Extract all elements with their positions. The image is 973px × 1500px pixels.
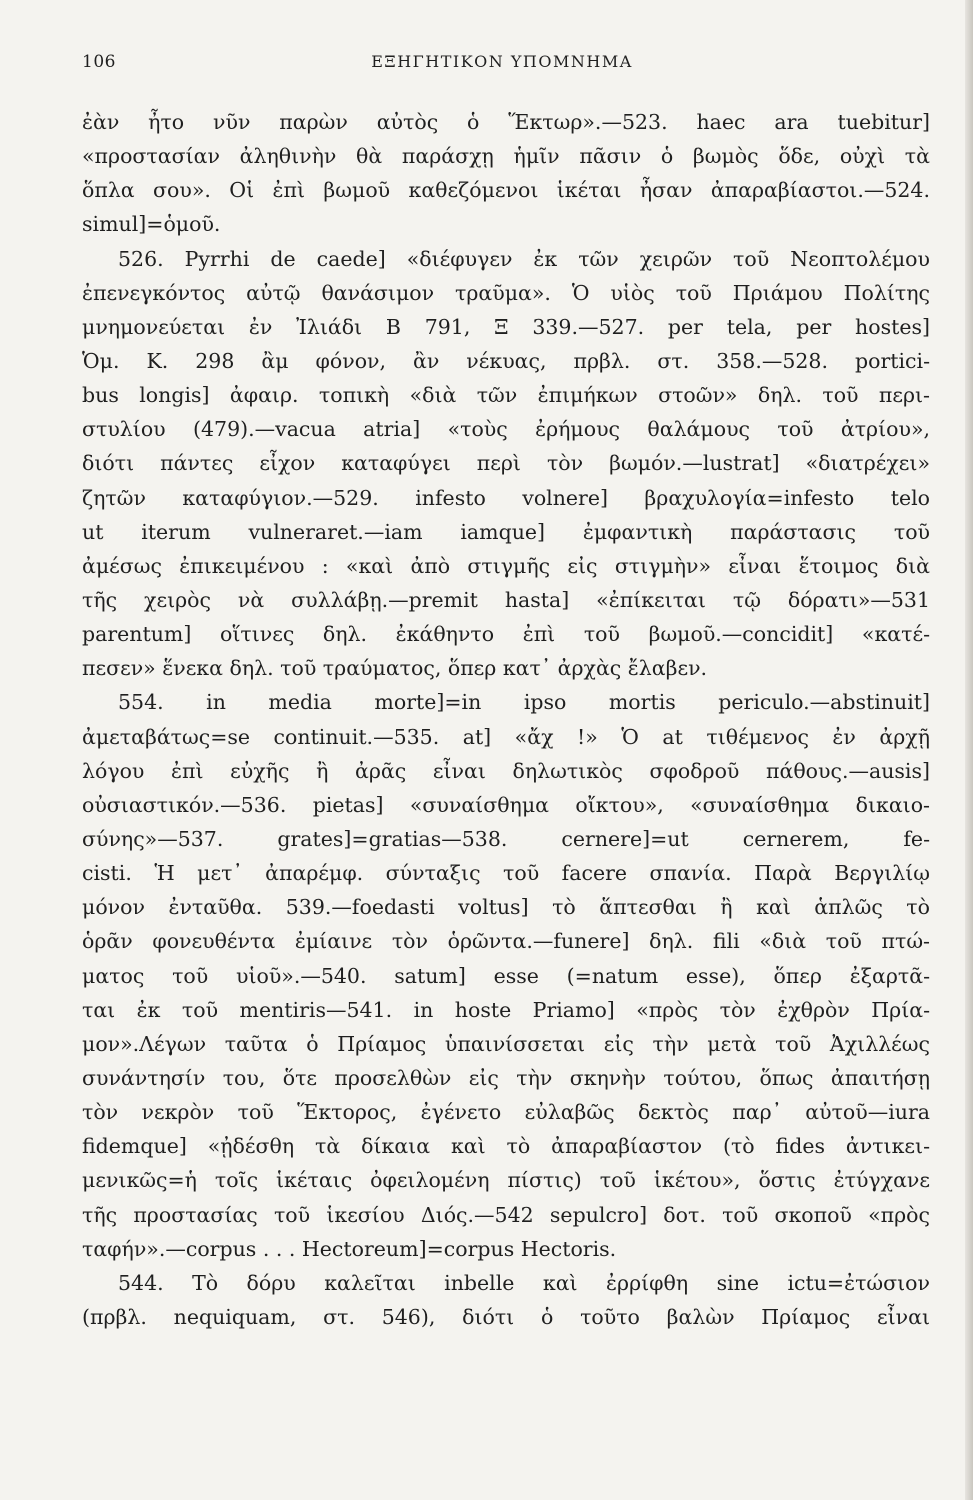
text-line: ζητῶν καταφύγιον.—529. infesto volnere] βραχυλογία=infesto telo <box>82 485 930 510</box>
text-line: τῆς χειρὸς νὰ συλλάβῃ.—premit hasta] «ἐπίκειται τῷ δόρατι»—531 <box>82 587 930 612</box>
text-line: οὐσιαστικόν.—536. pietas] «συναίσθημα οἴκτου», «συναίσθημα δικαιο- <box>82 792 930 817</box>
text-line: ὁρᾶν φονευθέντα ἐμίαινε τὸν ὁρῶντα.—funere] δηλ. fili «διὰ τοῦ πτώ- <box>82 929 930 954</box>
text-line: parentum] οἵτινες δηλ. ἐκάθηντο ἐπὶ τοῦ βωμοῦ.—concidit] «κατέ- <box>82 622 930 647</box>
text-line: στυλίου (479).—vacua atria] «τοὺς ἐρήμους θαλάμους τοῦ ἀτρίου», <box>82 417 930 442</box>
text-line: bus longis] ἀφαιρ. τοπικὴ «διὰ τῶν ἐπιμήκων στοῶν» δηλ. τοῦ περι- <box>82 383 930 408</box>
text-line: ὅπλα σου». Οἱ ἐπὶ βωμοῦ καθεζόμενοι ἱκέται ἦσαν ἀπαραβίαστοι.—524. <box>82 178 930 203</box>
text-line: ut iterum vulneraret.—iam iamque] ἐμφαντικὴ παράστασις τοῦ <box>82 519 930 544</box>
text-line: ται ἐκ τοῦ mentiris—541. in hoste Priamo] «πρὸς τὸν ἐχθρὸν Πρία- <box>82 997 930 1022</box>
page-number: 106 <box>82 52 116 72</box>
text-line: fidemque] «ᾐδέσθη τὰ δίκαια καὶ τὸ ἀπαραβίαστον (τὸ fides ἀντικει- <box>82 1134 930 1159</box>
text-line: ἐπενεγκόντος αὐτῷ θανάσιμον τραῦμα». Ὁ υἱὸς τοῦ Πριάμου Πολίτης <box>82 280 930 305</box>
text-line: ταφήν».—corpus . . . Hectoreum]=corpus Hectoris. <box>82 1236 617 1261</box>
text-line: μενικῶς=ἡ τοῖς ἱκέταις ὀφειλομένη πίστις) τοῦ ἱκέτου», ὅστις ἐτύγχανε <box>82 1168 930 1193</box>
text-line: πεσεν» ἕνεκα δηλ. τοῦ τραύματος, ὅπερ κατ᾽ ἀρχὰς ἔλαβεν. <box>82 656 708 681</box>
text-line: λόγου ἐπὶ εὐχῆς ἢ ἀρᾶς εἶναι δηλωτικὸς σφοδροῦ πάθους.—ausis] <box>82 758 930 783</box>
text-line: σύνης»—537. grates]=gratias—538. cernere]=ut cernerem, fe- <box>82 826 930 851</box>
text-line: (πρβλ. nequiquam, στ. 546), διότι ὁ τοῦτο βαλὼν Πρίαμος εἶναι <box>82 1304 930 1329</box>
text-line: ματος τοῦ υἱοῦ».—540. satum] esse (=natum esse), ὅπερ ἐξαρτᾶ- <box>82 963 930 988</box>
text-line: 526. Pyrrhi de caede] «διέφυγεν ἐκ τῶν χειρῶν τοῦ Νεοπτολέμου <box>118 246 930 271</box>
page-header <box>82 52 922 78</box>
text-line: ἀμεταβάτως=se continuit.—535. at] «ἄχ !» Ὁ at τιθέμενος ἐν ἀρχῇ <box>82 724 930 749</box>
text-line: Ὁμ. Κ. 298 ἂμ φόνον, ἂν νέκυας, πρβλ. στ. 358.—528. portici- <box>82 348 930 373</box>
text-line: μον».Λέγων ταῦτα ὁ Πρίαμος ὑπαινίσσεται εἰς τὴν μετὰ τοῦ Ἀχιλλέως <box>82 1031 930 1056</box>
text-line: συνάντησίν του, ὅτε προσελθὼν εἰς τὴν σκηνὴν τούτου, ὅπως ἀπαιτήσῃ <box>82 1065 930 1090</box>
text-line: «προστασίαν ἀληθινὴν θὰ παράσχῃ ἡμῖν πᾶσιν ὁ βωμὸς ὅδε, οὐχὶ τὰ <box>82 144 930 169</box>
running-title: ΕΞΗΓΗΤΙΚΟΝ ΥΠΟΜΝΗΜΑ <box>371 52 633 71</box>
commentary-text <box>82 105 930 1334</box>
text-line: 544. Τὸ δόρυ καλεῖται inbelle καὶ ἐρρίφθη sine ictu=ἐτώσιον <box>118 1270 930 1295</box>
text-line: 554. in media morte]=in ipso mortis periculo.—abstinuit] <box>118 690 930 715</box>
text-line: ἐὰν ἦτο νῦν παρὼν αὐτὸς ὁ Ἕκτωρ».—523. haec ara tuebitur] <box>82 110 930 134</box>
page-edge <box>965 0 973 1500</box>
text-line: μόνον ἐνταῦθα. 539.—foedasti voltus] τὸ ἅπτεσθαι ἢ καὶ ἁπλῶς τὸ <box>82 895 930 920</box>
text-line: μνημονεύεται ἐν Ἰλιάδι B 791, Ξ 339.—527. per tela, per hostes] <box>82 314 930 339</box>
text-line: cisti. Ἡ μετ᾽ ἀπαρέμφ. σύνταξις τοῦ facere σπανία. Παρὰ Βεργιλίῳ <box>82 861 930 886</box>
text-line: simul]=ὁμοῦ. <box>82 212 221 237</box>
text-line: ἀμέσως ἐπικειμένου : «καὶ ἀπὸ στιγμῆς εἰς στιγμὴν» εἶναι ἕτοιμος διὰ <box>82 553 930 578</box>
text-line: διότι πάντες εἶχον καταφύγει περὶ τὸν βωμόν.—lustrat] «διατρέχει» <box>82 451 930 476</box>
text-line: τῆς προστασίας τοῦ ἱκεσίου Διός.—542 sepulcro] δοτ. τοῦ σκοποῦ «πρὸς <box>82 1202 930 1227</box>
text-line: τὸν νεκρὸν τοῦ Ἕκτορος, ἐγένετο εὐλαβῶς δεκτὸς παρ᾽ αὐτοῦ—iura <box>82 1100 930 1125</box>
